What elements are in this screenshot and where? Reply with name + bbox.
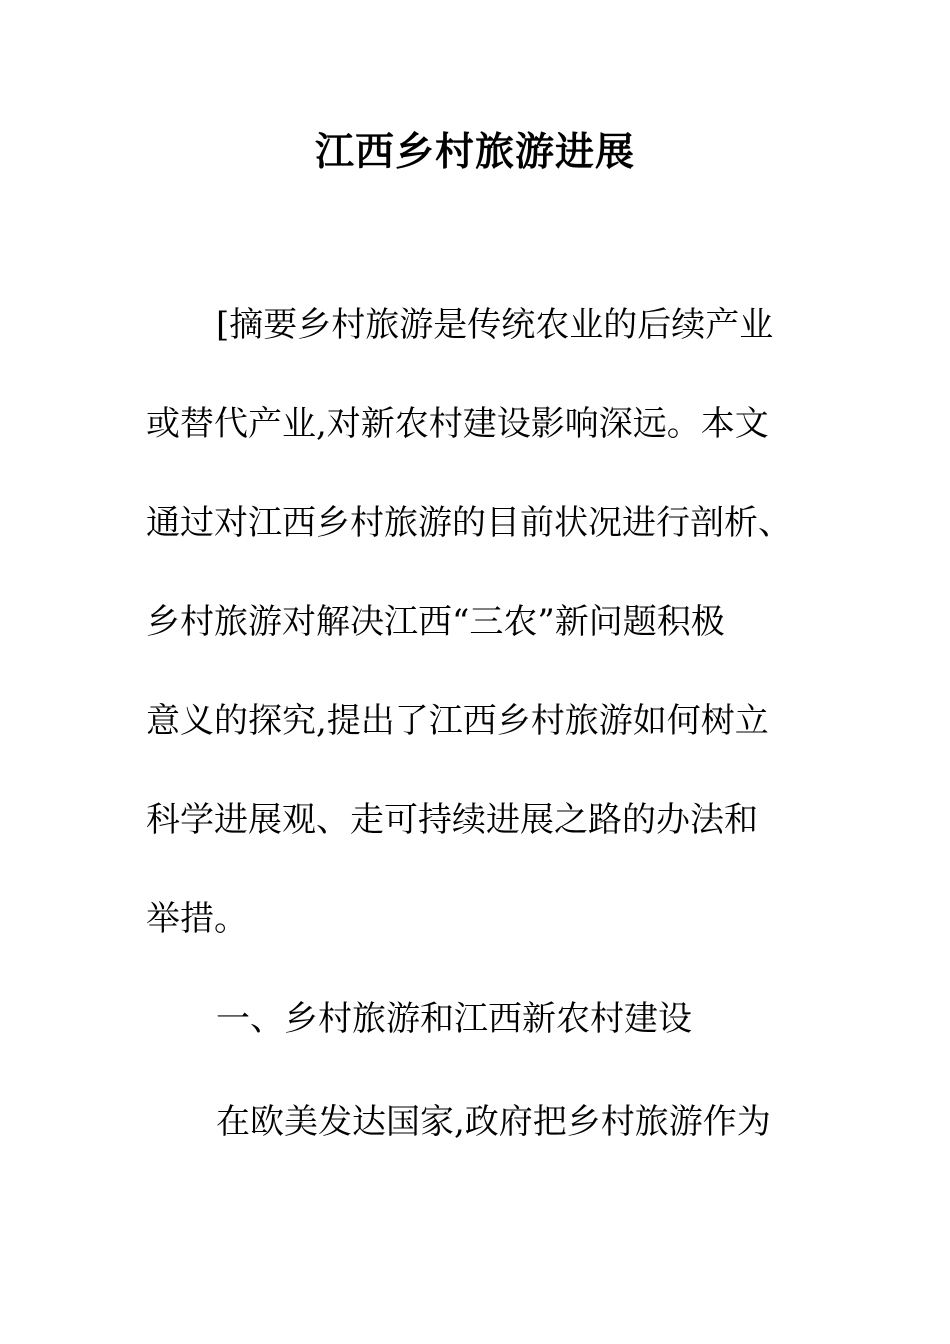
abstract-line-2: 或替代产业,对新农村建设影响深远。本文 [146, 404, 769, 444]
body-paragraph [146, 1073, 806, 1172]
abstract-line-6: 科学进展观、走可持续进展之路的办法和 [146, 800, 758, 840]
document-title: 江西乡村旅游进展 [314, 130, 635, 175]
abstract-paragraph [146, 276, 806, 969]
section-heading-text: 一、乡村旅游和江西新农村建设 [216, 999, 692, 1039]
abstract-line-3: 通过对江西乡村旅游的目前状况进行剖析、 [146, 503, 792, 543]
abstract-line-1: [摘要乡村旅游是传统农业的后续产业 [216, 305, 774, 345]
body-paragraph-line-1: 在欧美发达国家,政府把乡村旅游作为 [216, 1102, 771, 1142]
section-heading [146, 970, 806, 1069]
abstract-line-7: 举措。 [146, 899, 248, 939]
abstract-line-4: 乡村旅游对解决江西“三农”新问题积极 [146, 602, 725, 642]
abstract-line-5: 意义的探究,提出了江西乡村旅游如何树立 [146, 701, 769, 741]
